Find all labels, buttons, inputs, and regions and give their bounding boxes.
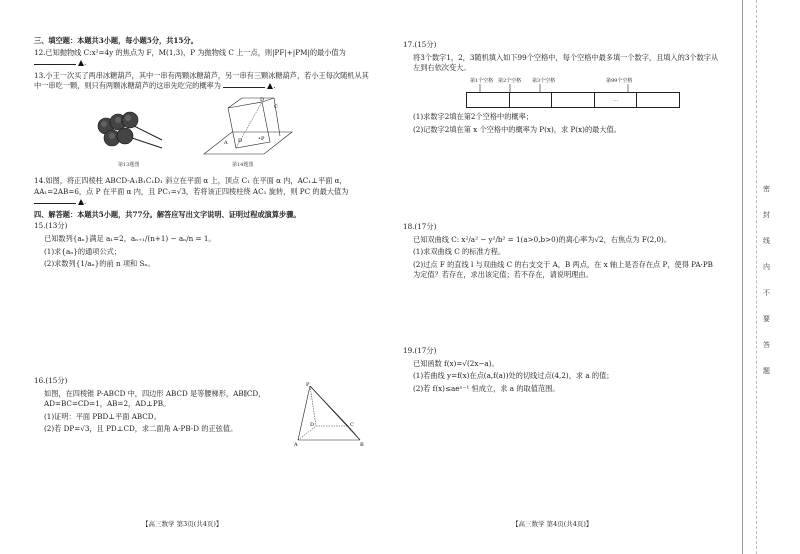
- question-17-part1: (1)求数字2填在第2个空格中的概率；: [413, 112, 533, 121]
- binding-line: [742, 0, 743, 554]
- svg-text:D: D: [238, 138, 243, 144]
- question-19-block: [403, 346, 721, 396]
- svg-text:B: B: [360, 442, 364, 448]
- question-16-block: [34, 376, 294, 437]
- question-16-part2: (2)若 DP=√3，且 PD⊥CD，求二面角 A-PB-D 的正弦值。: [44, 424, 238, 434]
- left-column: [34, 36, 370, 94]
- right-column: [403, 40, 721, 76]
- question-15-part2: (2)求数列{1/aₙ}的前 n 项和 Sₙ。: [44, 259, 155, 269]
- answer-blank-13: [223, 81, 273, 92]
- question-17-header: 17.(15分): [403, 40, 437, 49]
- seal-char-1: 密: [763, 185, 770, 193]
- cell-99: [637, 93, 679, 107]
- question-16-header: 16.(15分): [34, 376, 68, 385]
- cell-1: [467, 93, 510, 107]
- figure-16-pyramid: [294, 382, 366, 448]
- question-18-part2: (2)过点 F 的直线 l 与双曲线 C 的右支交于 A，B 两点，在 x 轴上是否存在点 P，使得 PA·PB 为定值？若存在，求出该定值；若不存在，请说明理由。: [413, 259, 713, 280]
- svg-text:C: C: [274, 104, 278, 110]
- footer-left: 【高三数学 第3页(共4页)】: [142, 520, 223, 528]
- question-17-stem: 将3个数字1，2，3随机填入如下99个空格中，每个空格中最多填一个数字，且填入的3个数字从左到右依次变大。: [413, 52, 719, 73]
- question-15-header: 15.(13分): [34, 221, 68, 231]
- figure-14-caption: 第14题图: [232, 162, 254, 168]
- left-column-lower: [34, 176, 370, 272]
- question-16-stem: 如图，在四棱锥 P-ABCD 中，四边形 ABCD 是等腰梯形，AB∥CD，AD=BC=CD=1，AB=2，AD⊥PB。: [44, 388, 266, 409]
- box-label-2: 第2个空格: [498, 78, 522, 84]
- svg-text:•P: •P: [258, 136, 265, 142]
- box-label-3: 第3个空格: [532, 78, 556, 84]
- cell-2: [510, 93, 553, 107]
- triangle-icon: [267, 83, 273, 89]
- seal-char-8: 题: [763, 367, 770, 375]
- triangle-icon: [78, 60, 84, 66]
- svg-text:D: D: [260, 97, 265, 103]
- question-14-text: 14.如图，将正四棱柱 ABCD-A₁B₁C₁D₁ 斜立在平面 α 上，顶点 C₁ 在平面 α 内，AC₁⊥平面 α，AA₁=2AB=6，点 P 在平面 α 内，且 PC₁=√3，若将该正四棱柱绕 AC₁ 旋转，则 PC 的最大值为: [34, 176, 349, 196]
- figure-13-caption: 第13题图: [118, 162, 140, 168]
- cell-3: [552, 93, 595, 107]
- question-19-stem: 已知函数 f(x)=√(2x−a)。: [413, 358, 499, 368]
- figure-14-prism: [198, 96, 294, 162]
- question-15-stem: 已知数列{aₙ}满足 a₁=2，aₙ₊₁/(n+1) − aₙ/n = 1。: [44, 233, 216, 243]
- seal-char-5: 不: [763, 289, 770, 297]
- question-18-part1: (1)求双曲线 C 的标准方程。: [413, 247, 506, 257]
- svg-text:C: C: [350, 422, 354, 428]
- binding-dashed-line: [756, 0, 757, 554]
- question-12-text: 12.已知抛物线 C:x²=4y 的焦点为 F，M(1,3)，P 为抛物线 C 上一点，则|PF|+|PM|的最小值为: [34, 47, 346, 57]
- question-17-part2: (2)记数字2填在第 x 个空格中的概率为 P(x)，求 P(x)的最大值。: [413, 124, 621, 134]
- question-15-part1: (1)求{aₙ}的通项公式；: [44, 246, 122, 256]
- question-19-part1: (1)若曲线 y=f(x)在点(a,f(a))处的切线过点(4,2)，求 a 的值；: [413, 371, 614, 381]
- seal-char-3: 线: [763, 237, 770, 245]
- box-label-1: 第1个空格: [470, 78, 494, 84]
- blank-cells-row: [466, 92, 680, 108]
- question-18-stem: 已知双曲线 C: x²/a² − y²/b² = 1(a>0,b>0)的离心率为√2，右焦点为 F(2,0)。: [413, 234, 672, 244]
- question-18-header: 18.(17分): [403, 222, 437, 231]
- section4-title: 四、解答题：本题共5小题，共77分。解答应写出文字说明、证明过程或演算步骤。: [34, 209, 301, 219]
- svg-text:A: A: [294, 442, 298, 448]
- question-13-text: 13.小王一次买了两串冰糖葫芦，其中一串有两颗冰糖葫芦，另一串有三颗冰糖葫芦，若小王每次随机从其中一串吃一颗，则只有两颗冰糖葫芦的这串先吃完的概率为: [34, 70, 369, 91]
- section3-title: 三、填空题：本题共3小题，每小题5分，共15分。: [34, 36, 198, 45]
- answer-blank-14: [34, 197, 84, 208]
- box-label-99: 第99个空格: [606, 78, 633, 84]
- question-13: 13.小王一次买了两串冰糖葫芦，其中一串有两颗冰糖葫芦，另一串有三颗冰糖葫芦，若小王每次随机从其中一串吃一颗，则只有两颗冰糖葫芦的这串先吃完的概率为 .: [34, 70, 369, 91]
- question-16-part1: (1)证明：平面 PBD⊥平面 ABCD。: [44, 411, 161, 421]
- binding-strip: [736, 0, 800, 554]
- seal-char-6: 要: [763, 315, 770, 323]
- question-17-parts: [403, 112, 721, 137]
- question-18-block: [403, 222, 721, 283]
- answer-blank-12: [34, 58, 84, 69]
- question-12: 12.已知抛物线 C:x²=4y 的焦点为 F，M(1,3)，P 为抛物线 C 上一点，则|PF|+|PM|的最小值为 .: [34, 47, 346, 68]
- svg-text:D: D: [310, 422, 315, 428]
- question-14: 14.如图，将正四棱柱 ABCD-A₁B₁C₁D₁ 斜立在平面 α 上，顶点 C₁ 在平面 α 内，AC₁⊥平面 α，AA₁=2AB=6，点 P 在平面 α 内，且 PC₁=√3，若将该正四棱柱绕 AC₁ 旋转，则 PC 的最大值为 .: [34, 176, 349, 207]
- triangle-icon: [78, 199, 84, 205]
- svg-text:P: P: [306, 382, 310, 388]
- question-19-part2: (2)若 f(x)≤aeˣ⁻¹ 恒成立，求 a 的取值范围。: [413, 383, 560, 393]
- seal-char-4: 内: [763, 263, 770, 271]
- figure-13-candied-haws: [92, 104, 172, 160]
- seal-char-7: 答: [763, 341, 770, 349]
- seal-char-2: 封: [763, 211, 770, 219]
- svg-text:A: A: [224, 140, 228, 146]
- footer-right: 【高三数学 第4页(共4页)】: [512, 520, 593, 528]
- question-19-header: 19.(17分): [403, 346, 437, 355]
- cell-ellipsis: …: [595, 93, 638, 107]
